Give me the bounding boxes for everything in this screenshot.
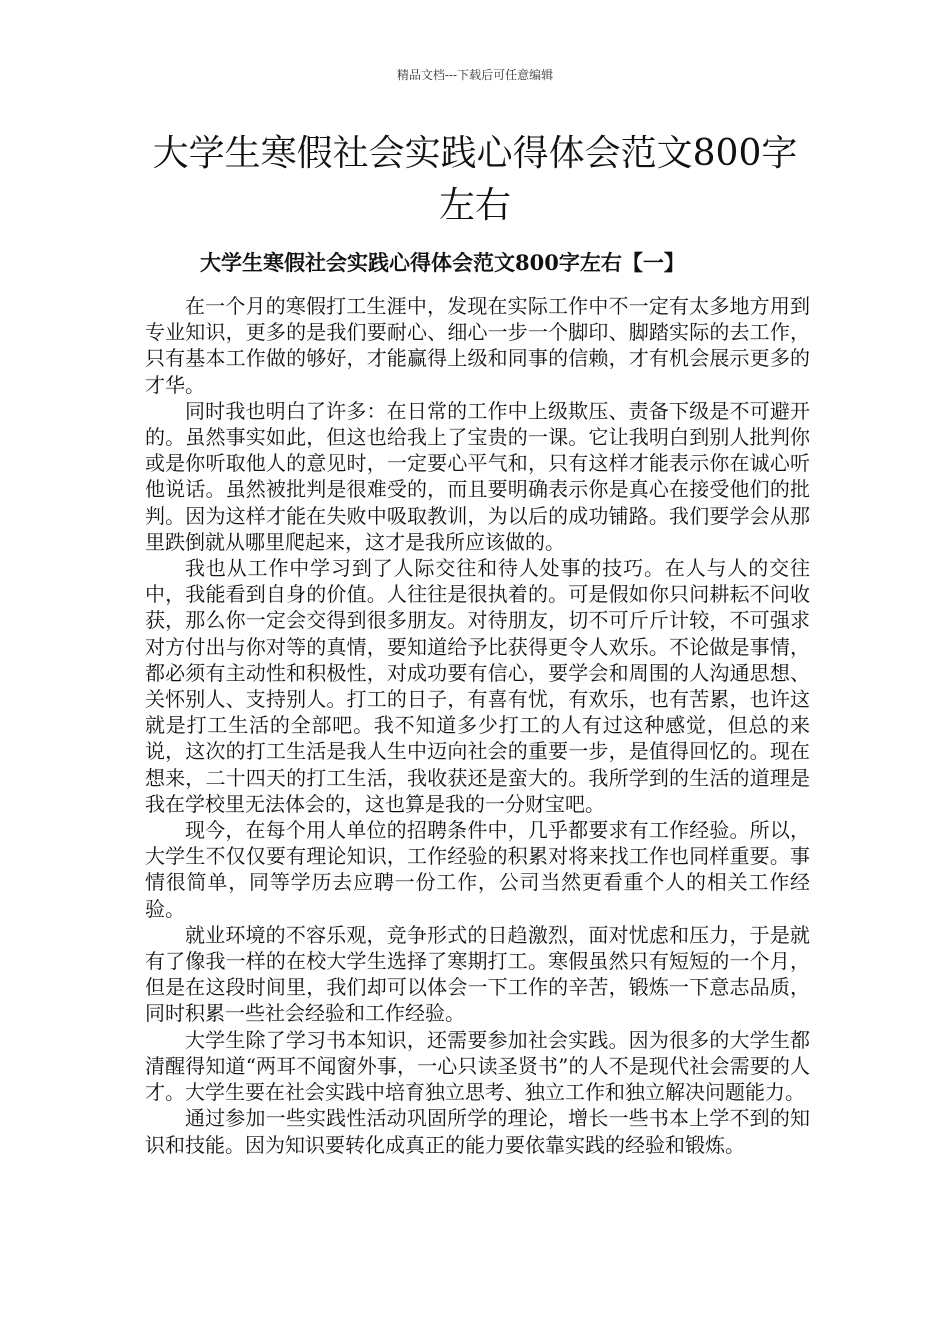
paragraph: 现今，在每个用人单位的招聘条件中，几乎都要求有工作经验。所以，大学生不仅仅要有理论知识，工作经验的积累对将来找工作也同样重要。事情很简单，同等学历去应聘一份工作，公司当然更看重个人的相关工作经验。 [145, 818, 810, 921]
paragraph: 大学生除了学习书本知识，还需要参加社会实践。因为很多的大学生都清醒得知道“两耳不闻窗外事，一心只读圣贤书”的人不是现代社会需要的人才。大学生要在社会实践中培育独立思考、独立工作和独立解决问题能力。 [145, 1027, 810, 1105]
paragraph: 同时我也明白了许多：在日常的工作中上级欺压、责备下级是不可避开的。虽然事实如此，但这也给我上了宝贵的一课。它让我明白到别人批判你或是你听取他人的意见时，一定要心平气和，只有这样才能表示你在诚心听他说话。虽然被批判是很难受的，而且要明确表示你是真心在接受他们的批判。因为这样才能在失败中吸取教训，为以后的成功铺路。我们要学会从那里跌倒就从哪里爬起来，这才是我所应该做的。 [145, 398, 810, 554]
document-subtitle: 大学生寒假社会实践心得体会范文800字左右【一】 [200, 250, 685, 275]
document-body [145, 293, 810, 1158]
paragraph: 通过参加一些实践性活动巩固所学的理论，增长一些书本上学不到的知识和技能。因为知识要转化成真正的能力要依靠实践的经验和锻炼。 [145, 1106, 810, 1157]
paragraph: 在一个月的寒假打工生涯中，发现在实际工作中不一定有太多地方用到专业知识，更多的是我们要耐心、细心一步一个脚印、脚踏实际的去工作，只有基本工作做的够好，才能赢得上级和同事的信赖，才有机会展示更多的才华。 [145, 294, 810, 397]
paragraph: 我也从工作中学习到了人际交往和待人处事的技巧。在人与人的交往中，我能看到自身的价值。人往往是很执着的。可是假如你只问耕耘不问收获，那么你一定会交得到很多朋友。对待朋友，切不可斤斤计较，不可强求对方付出与你对等的真情，要知道给予比获得更令人欢乐。不论做是事情，都必须有主动性和积极性，对成功要有信心，要学会和周围的人沟通思想、关怀别人、支持别人。打工的日子，有喜有忧，有欢乐，也有苦累，也许这就是打工生活的全部吧。我不知道多少打工的人有过这种感觉，但总的来说，这次的打工生活是我人生中迈向社会的重要一步，是值得回忆的。现在想来，二十四天的打工生活，我收获还是蛮大的。我所学到的生活的道理是我在学校里无法体会的，这也算是我的一分财宝吧。 [145, 556, 810, 816]
document-title: 大学生寒假社会实践心得体会范文800字左右 [152, 133, 798, 226]
page-header: 精品文档---下载后可任意编辑 [396, 68, 554, 82]
paragraph: 就业环境的不容乐观，竞争形式的日趋激烈，面对忧虑和压力，于是就有了像我一样的在校大学生选择了寒期打工。寒假虽然只有短短的一个月，但是在这段时间里，我们却可以体会一下工作的辛苦，锻炼一下意志品质，同时积累一些社会经验和工作经验。 [145, 922, 810, 1026]
